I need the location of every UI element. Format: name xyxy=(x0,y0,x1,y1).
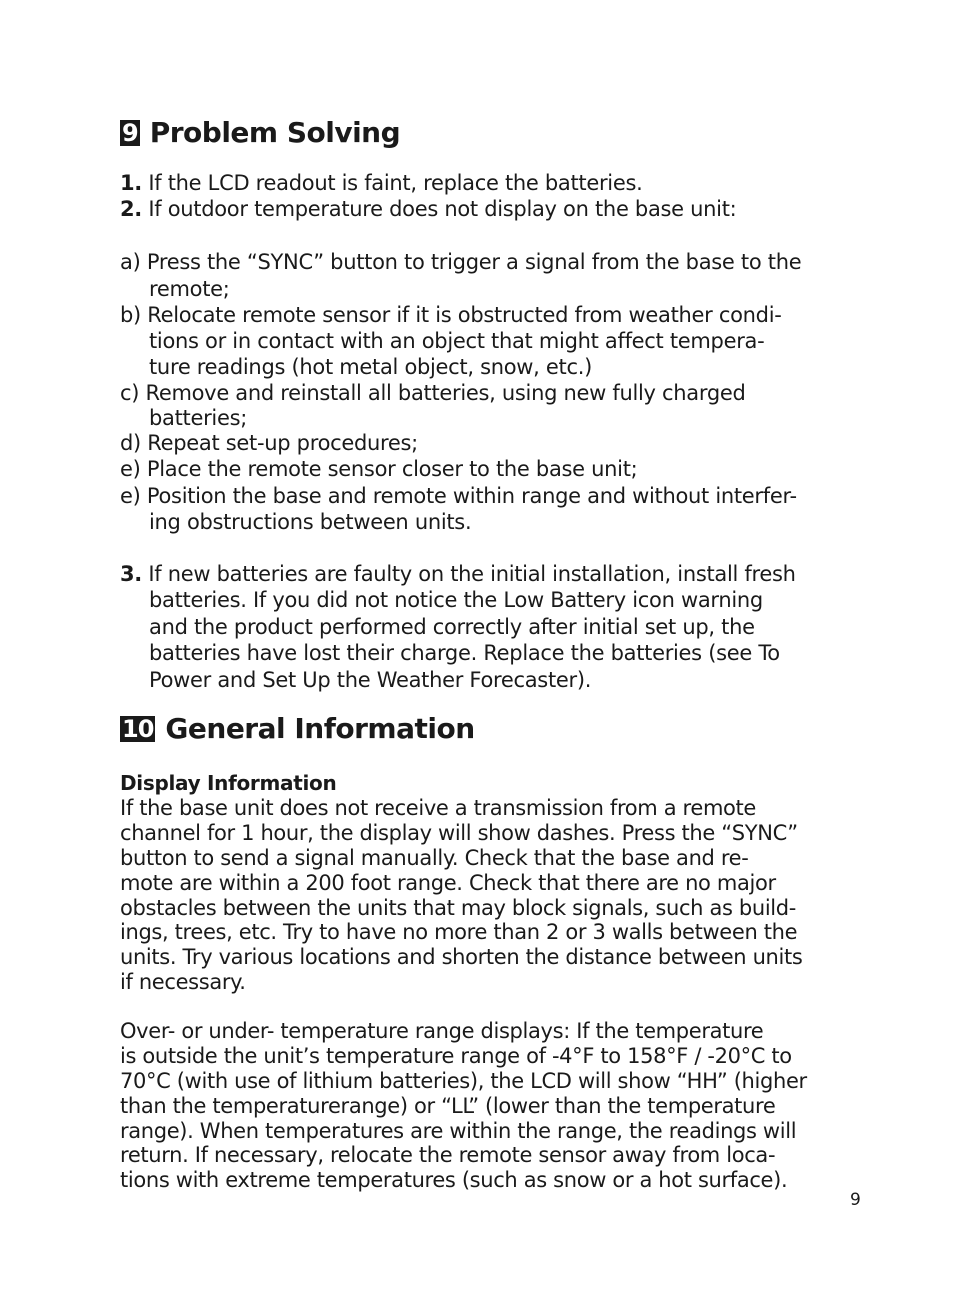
section-10-title: General Information xyxy=(165,712,475,745)
paragraph-line: If the base unit does not receive a transmission from a remote xyxy=(120,796,757,820)
sub-item-a-cont: remote; xyxy=(149,277,230,301)
item-3-cont: batteries. If you did not notice the Low Battery icon warning xyxy=(149,588,763,612)
item-1-text: If the LCD readout is faint, replace the batteries. xyxy=(142,171,643,195)
paragraph-line: return. If necessary, relocate the remote sensor away from loca- xyxy=(120,1143,776,1168)
paragraph-line: mote are within a 200 foot range. Check that there are no major xyxy=(120,870,776,895)
paragraph-line: obstacles between the units that may block signals, such as build- xyxy=(120,895,797,920)
sub-item-b-cont: tions or in contact with an object that might affect tempera- xyxy=(149,329,765,353)
paragraph-line: Over- or under- temperature range displays: If the temperature xyxy=(120,1019,764,1043)
sub-item-e: e) Place the remote sensor closer to the base unit; xyxy=(120,457,638,481)
item-3-cont: and the product performed correctly after initial set up, the xyxy=(149,615,755,639)
paragraph-line: ings, trees, etc. Try to have no more than 2 or 3 walls between the xyxy=(120,920,798,945)
paragraph-line: tions with extreme temperatures (such as snow or a hot surface). xyxy=(120,1168,788,1193)
display-information-subheading: Display Information xyxy=(120,771,337,795)
sub-item-d: d) Repeat set-up procedures; xyxy=(120,431,418,455)
item-3-number: 3. xyxy=(120,562,142,586)
section-10-badge: 10 xyxy=(122,714,154,743)
section-10-heading xyxy=(120,712,475,745)
item-3-text: If new batteries are faulty on the initial installation, install fresh xyxy=(142,562,796,586)
item-1 xyxy=(120,170,642,196)
paragraph-line: if necessary. xyxy=(120,970,246,995)
sub-item-c: c) Remove and reinstall all batteries, using new fully charged xyxy=(120,381,746,405)
sub-item-a: a) Press the “SYNC” button to trigger a signal from the base to the xyxy=(120,250,802,274)
sub-item-c-cont: batteries; xyxy=(149,406,247,430)
paragraph-line: units. Try various locations and shorten the distance between units xyxy=(120,945,803,970)
section-9-badge: 9 xyxy=(122,118,138,147)
item-2-number: 2. xyxy=(120,197,142,221)
section-9-title: Problem Solving xyxy=(149,116,401,149)
page-number: 9 xyxy=(850,1190,861,1210)
item-3 xyxy=(120,561,796,587)
paragraph-line: 70°C (with use of lithium batteries), the LCD will show “HH” (higher xyxy=(120,1068,807,1093)
sub-item-e2: e) Position the base and remote within range and without interfer- xyxy=(120,484,797,508)
paragraph-line: range). When temperatures are within the range, the readings will xyxy=(120,1118,797,1143)
item-3-cont: Power and Set Up the Weather Forecaster). xyxy=(149,668,592,692)
paragraph-line: is outside the unit’s temperature range of -4°F to 158°F / -20°C to xyxy=(120,1043,792,1068)
paragraph-line: than the temperaturerange) or “LL” (lower than the temperature xyxy=(120,1093,776,1118)
item-2 xyxy=(120,196,736,222)
sub-item-e2-cont: ing obstructions between units. xyxy=(149,510,472,534)
paragraph-line: button to send a signal manually. Check that the base and re- xyxy=(120,845,749,870)
sub-item-b-cont: ture readings (hot metal object, snow, etc.) xyxy=(149,355,592,379)
item-2-text: If outdoor temperature does not display on the base unit: xyxy=(142,197,737,221)
paragraph-line: channel for 1 hour, the display will show dashes. Press the “SYNC” xyxy=(120,820,798,845)
item-1-number: 1. xyxy=(120,171,142,195)
section-9-heading xyxy=(120,116,400,149)
sub-item-b: b) Relocate remote sensor if it is obstructed from weather condi- xyxy=(120,303,782,327)
temperature-range-paragraph xyxy=(120,1019,807,1193)
item-3-cont: batteries have lost their charge. Replace the batteries (see To xyxy=(149,641,780,665)
display-information-paragraph xyxy=(120,796,802,995)
